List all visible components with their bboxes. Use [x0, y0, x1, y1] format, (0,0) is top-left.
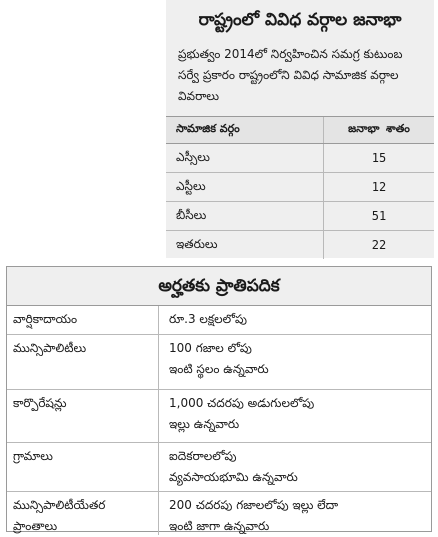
eligibility-title: అర్హతకు ప్రాతిపదిక [7, 267, 431, 306]
value-line: 1,000 చదరపు అడుగులలోపు [169, 396, 315, 410]
percent-column-header: జనాభా శాతం [348, 122, 410, 135]
criteria-value [159, 443, 431, 491]
value-line: రూ.3 లక్షలలోపు [169, 312, 248, 326]
table-row [7, 443, 431, 492]
value-line: 200 చదరపు గజాలలోపు ఇల్లు లేదా [169, 498, 339, 512]
group-cell: ఇతరులు [166, 231, 324, 259]
table-row [166, 173, 434, 202]
population-title: రాష్ట్రంలో వివిధ వర్గాల జనాభా [198, 10, 402, 30]
criteria-value [159, 390, 431, 442]
table-row [166, 144, 434, 173]
percent-cell: 51 [371, 209, 387, 223]
criteria-label [7, 443, 159, 491]
value-line: వ్యవసాయభూమి ఉన్నవారు [169, 470, 298, 484]
percent-cell: 22 [371, 238, 387, 252]
criteria-label [7, 390, 159, 442]
table-row [166, 231, 434, 259]
criteria-label [7, 492, 159, 535]
percent-cell: 12 [371, 180, 387, 194]
value-line: ఇల్లు ఉన్నవారు [169, 417, 240, 431]
table-row [7, 492, 431, 535]
population-table [166, 116, 434, 259]
criteria-value [159, 492, 431, 535]
percent-cell: 15 [371, 151, 387, 165]
criteria-label [7, 306, 159, 334]
population-table-header [166, 116, 434, 144]
criteria-label [7, 335, 159, 389]
group-cell: బీసీలు [166, 202, 324, 230]
criteria-value [159, 306, 431, 334]
label-line: గ్రామాలు [13, 449, 53, 463]
group-cell: ఎస్సీలు [166, 144, 324, 172]
label-line: ప్రాంతాలు [13, 519, 58, 533]
value-line: 100 గజాల లోపు [169, 341, 252, 355]
value-line: ఐదెకరాలలోపు [169, 449, 237, 463]
group-column-header: సామాజిక వర్గం [166, 117, 324, 143]
label-line: మున్సిపాలిటీయేతర [13, 498, 106, 512]
population-note: ప్రభుత్వం 2014లో నిర్వహించిన సమగ్ర కుటుంబ సర్వే ప్రకారం రాష్ట్రంలోని వివిధ సామాజిక వర్గాల వివరాలు [178, 47, 403, 103]
label-line: కార్పొరేషన్లు [13, 396, 67, 410]
criteria-value [159, 335, 431, 389]
label-line: వార్షికాదాయం [13, 312, 78, 326]
table-row [7, 335, 431, 390]
group-cell: ఎస్టీలు [166, 173, 324, 201]
population-panel [166, 0, 434, 258]
table-row [7, 390, 431, 443]
table-row [7, 306, 431, 335]
value-line: ఇంటి స్థలం ఉన్నవారు [169, 362, 269, 376]
eligibility-panel [6, 266, 432, 532]
table-row [166, 202, 434, 231]
value-line: ఇంటి జాగా ఉన్నవారు [169, 519, 270, 533]
label-line: మున్సిపాలిటీలు [13, 341, 87, 355]
